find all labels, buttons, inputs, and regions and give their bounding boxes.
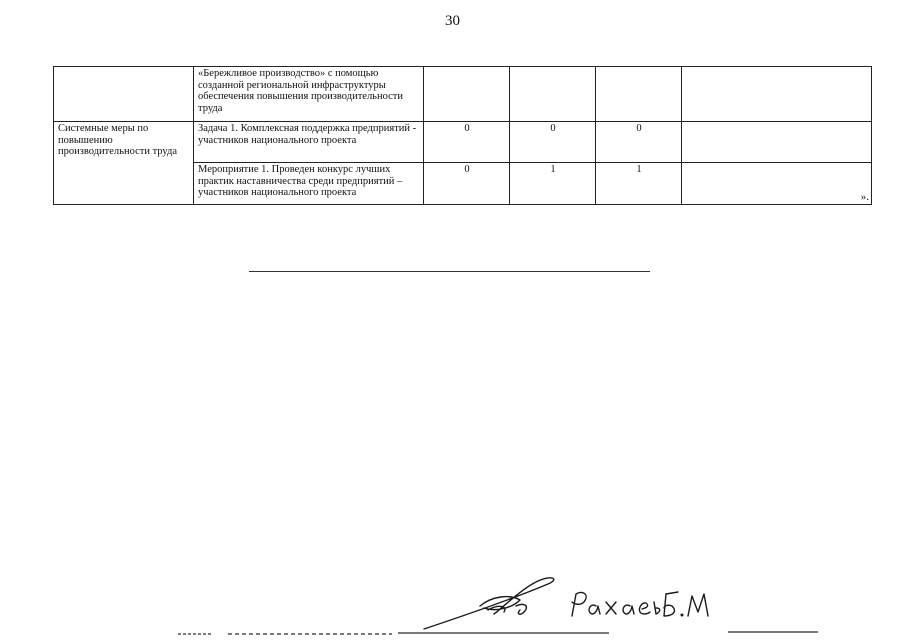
value-cell: 1 <box>510 163 596 205</box>
note-cell <box>682 122 872 163</box>
section-cell <box>54 67 194 122</box>
table-row <box>54 122 872 163</box>
value-cell: 1 <box>596 163 682 205</box>
item-cell: «Бережливое производство» с помощью созданной региональной инфраструктуры обеспечения повышения производительности труда <box>194 67 424 122</box>
note-cell <box>682 67 872 122</box>
note-cell <box>682 163 872 205</box>
section-cell: Системные меры по повышению производительности труда <box>54 122 194 205</box>
value-cell: 0 <box>424 122 510 163</box>
signature <box>420 572 720 632</box>
item-cell: Мероприятие 1. Проведен конкурс лучших практик наставничества среди предприятий – участников национального проекта <box>194 163 424 205</box>
table-row <box>54 67 872 122</box>
value-cell <box>424 67 510 122</box>
closing-quote: ». <box>860 190 869 203</box>
value-cell <box>510 67 596 122</box>
item-cell: Задача 1. Комплексная поддержка предприятий - участников национального проекта <box>194 122 424 163</box>
separator-line <box>249 271 650 272</box>
value-cell: 0 <box>510 122 596 163</box>
value-cell <box>596 67 682 122</box>
program-table <box>53 66 872 205</box>
value-cell: 0 <box>424 163 510 205</box>
page-number: 30 <box>445 13 460 29</box>
value-cell: 0 <box>596 122 682 163</box>
scan-edge-artifact <box>0 626 905 640</box>
